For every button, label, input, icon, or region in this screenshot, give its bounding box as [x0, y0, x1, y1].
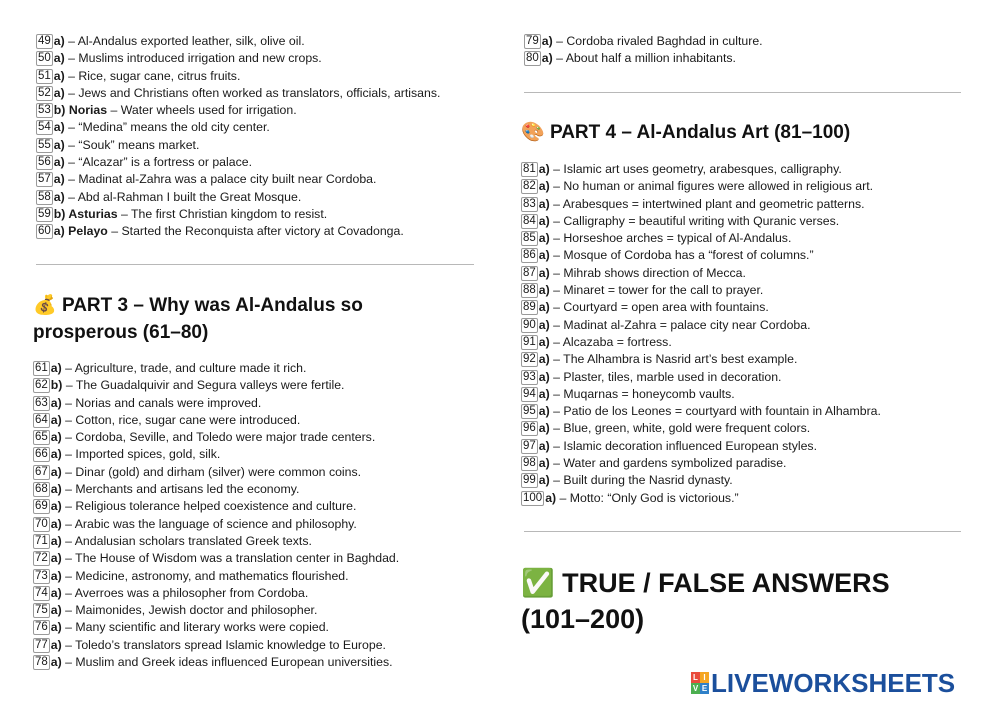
answer-text: – Motto: “Only God is victorious.”: [556, 490, 739, 505]
answer-choice: a): [538, 196, 550, 211]
question-number: 96: [523, 422, 536, 435]
answer-choice: a): [545, 490, 557, 505]
answer-text: – Abd al-Rahman I built the Great Mosque.: [64, 189, 302, 204]
answer-item: [33, 498, 399, 515]
answer-item: [521, 403, 881, 420]
question-number: 85: [523, 232, 536, 245]
answer-item: [521, 247, 881, 264]
question-number: 71: [35, 534, 48, 547]
answer-choice: b) Norias: [53, 103, 108, 118]
question-number: 58: [38, 190, 51, 203]
answer-choice: a): [538, 334, 550, 349]
answer-text: – Arabesques = intertwined plant and geometric patterns.: [549, 196, 865, 211]
answer-choice: a): [53, 137, 65, 152]
question-number: 62: [35, 379, 48, 392]
answer-choice: a): [50, 620, 62, 635]
answer-choice: a): [50, 533, 62, 548]
answer-text: – Medicine, astronomy, and mathematics flourished.: [61, 568, 349, 583]
answer-text: – Toledo’s translators spread Islamic knowledge to Europe.: [61, 637, 386, 652]
question-number: 77: [35, 638, 48, 651]
question-number: 90: [523, 318, 536, 331]
answer-choice: a): [538, 300, 550, 315]
question-number: 57: [38, 173, 51, 186]
question-number: 65: [35, 431, 48, 444]
answer-choice: a): [50, 637, 62, 652]
section-divider: [524, 92, 961, 93]
answer-item: [521, 178, 881, 195]
answer-item: [36, 206, 440, 223]
answer-text: – The Guadalquivir and Segura valleys were fertile.: [62, 378, 345, 393]
answer-item: [521, 369, 881, 386]
answer-text: – Water wheels used for irrigation.: [107, 103, 297, 118]
answer-choice: a) Pelayo: [53, 224, 108, 239]
question-number: 76: [35, 621, 48, 634]
answer-choice: a): [50, 430, 62, 445]
answer-text: – Madinat al-Zahra = palace city near Cordoba.: [549, 317, 811, 332]
answer-item: [521, 420, 881, 437]
answer-item: [521, 265, 881, 282]
answer-list-61-78: [33, 360, 399, 671]
answer-choice: a): [50, 516, 62, 531]
answer-choice: a): [50, 655, 62, 670]
answer-text: – Averroes was a philosopher from Cordoba.: [61, 585, 309, 600]
answer-item: [521, 490, 881, 507]
question-number: 67: [35, 465, 48, 478]
answer-item: [521, 213, 881, 230]
answer-text: – Jews and Christians often worked as translators, officials, artisans.: [64, 85, 441, 100]
logo-mark-cell: E: [701, 684, 708, 693]
answer-text: – Muslim and Greek ideas influenced European universities.: [61, 655, 393, 670]
question-number: 80: [526, 52, 539, 65]
question-number: 83: [523, 197, 536, 210]
answer-item: [33, 516, 399, 533]
answer-choice: a): [538, 248, 550, 263]
answer-text: – Patio de los Leones = courtyard with fountain in Alhambra.: [549, 404, 881, 419]
question-number: 66: [35, 448, 48, 461]
answer-list-81-100: [521, 161, 881, 507]
answer-item: [33, 533, 399, 550]
answer-choice: a): [53, 68, 65, 83]
answer-choice: a): [50, 361, 62, 375]
answer-choice: a): [538, 369, 550, 384]
answer-choice: a): [538, 213, 550, 228]
answer-list-79-80: [524, 33, 763, 68]
answer-item: [36, 50, 440, 67]
answer-text: – Horseshoe arches = typical of Al-Andalus.: [549, 231, 792, 246]
question-number: 63: [35, 396, 48, 409]
answer-text: – Mosque of Cordoba has a “forest of columns.”: [549, 248, 814, 263]
answer-text: – Islamic decoration influenced European styles.: [549, 438, 817, 453]
liveworksheets-wordmark: LIVEWORKSHEETS: [711, 667, 956, 698]
answer-choice: a): [50, 603, 62, 618]
question-number: 56: [38, 156, 51, 169]
question-number: 95: [523, 405, 536, 418]
answer-text: – No human or animal figures were allowed in religious art.: [549, 179, 874, 194]
answer-item: [36, 85, 440, 102]
logo-mark-cell: V: [692, 684, 699, 693]
question-number: 93: [523, 370, 536, 383]
answer-choice: a): [50, 499, 62, 514]
answer-text: – Imported spices, gold, silk.: [61, 447, 221, 462]
question-number: 61: [35, 362, 48, 374]
answer-text: – “Alcazar” is a fortress or palace.: [64, 155, 252, 170]
question-number: 59: [38, 207, 51, 220]
part3-heading: [33, 292, 473, 346]
answer-choice: b) Asturias: [53, 206, 118, 221]
answer-choice: a): [50, 568, 62, 583]
money-bag-icon: 💰: [33, 295, 57, 316]
answer-item: [36, 137, 440, 154]
question-number: 89: [523, 301, 536, 314]
answer-choice: a): [53, 85, 65, 100]
question-number: 51: [38, 69, 51, 82]
answer-item: [36, 102, 440, 119]
answer-item: [33, 481, 399, 498]
answer-text: – Muslims introduced irrigation and new crops.: [64, 51, 322, 66]
answer-item: [524, 33, 763, 50]
question-number: 75: [35, 604, 48, 617]
question-number: 53: [38, 104, 51, 117]
question-number: 99: [523, 474, 536, 487]
answer-choice: a): [538, 317, 550, 332]
answer-choice: a): [53, 189, 65, 204]
answer-choice: a): [538, 404, 550, 419]
palette-icon: 🎨: [521, 122, 545, 143]
question-number: 91: [523, 335, 536, 348]
part3-title-line2: prosperous (61–80): [33, 322, 209, 343]
answer-text: – Maimonides, Jewish doctor and philosopher.: [61, 603, 318, 618]
answer-text: – Muqarnas = honeycomb vaults.: [549, 386, 735, 401]
answer-item: [36, 68, 440, 85]
answer-text: – Madinat al-Zahra was a palace city built near Cordoba.: [64, 172, 377, 187]
answer-text: – Plaster, tiles, marble used in decoration.: [549, 369, 782, 384]
question-number: 74: [35, 586, 48, 599]
answer-text: – Minaret = tower for the call to prayer.: [549, 283, 764, 298]
question-number: 72: [35, 552, 48, 565]
answer-text: – Cotton, rice, sugar cane were introduced.: [61, 412, 301, 427]
question-number: 70: [35, 517, 48, 530]
answer-choice: a): [50, 585, 62, 600]
part4-title: PART 4 – Al-Andalus Art (81–100): [549, 122, 851, 143]
answer-choice: a): [53, 155, 65, 170]
answer-item: [33, 446, 399, 463]
answer-text: – Islamic art uses geometry, arabesques, calligraphy.: [549, 162, 842, 176]
answer-choice: a): [50, 551, 62, 566]
question-number: 86: [523, 249, 536, 262]
answer-choice: a): [538, 421, 550, 436]
answer-item: [521, 230, 881, 247]
question-number: 97: [523, 439, 536, 452]
answer-item: [36, 223, 440, 240]
answer-choice: a): [538, 456, 550, 471]
answer-text: – Rice, sugar cane, citrus fruits.: [64, 68, 241, 83]
question-number: 69: [35, 500, 48, 513]
answer-item: [33, 637, 399, 654]
answer-item: [521, 386, 881, 403]
answer-item: [521, 161, 881, 178]
answer-item: [33, 360, 399, 377]
answer-text: – Built during the Nasrid dynasty.: [549, 473, 733, 488]
answer-text: – Norias and canals were improved.: [61, 395, 262, 410]
answer-choice: a): [53, 172, 65, 187]
question-number: 52: [38, 86, 51, 99]
answer-item: [33, 654, 399, 671]
answer-text: – Agriculture, trade, and culture made it rich.: [61, 361, 307, 375]
logo-mark-cell: L: [691, 672, 700, 683]
answer-item: [521, 196, 881, 213]
question-number: 78: [35, 656, 48, 669]
answer-item: [524, 50, 763, 67]
answer-text: – Arabic was the language of science and philosophy.: [61, 516, 357, 531]
answer-item: [33, 464, 399, 481]
question-number: 68: [35, 483, 48, 496]
answer-item: [521, 299, 881, 316]
answer-choice: a): [50, 482, 62, 497]
answer-choice: b): [50, 378, 63, 393]
answer-item: [33, 619, 399, 636]
answer-choice: a): [538, 386, 550, 401]
question-number: 100: [523, 491, 543, 504]
answer-item: [36, 33, 440, 50]
answer-item: [36, 189, 440, 206]
question-number: 84: [523, 214, 536, 227]
question-number: 92: [523, 353, 536, 366]
answer-item: [33, 602, 399, 619]
answer-choice: a): [538, 162, 550, 176]
logo-mark-cell: I: [700, 672, 709, 683]
question-number: 55: [38, 138, 51, 151]
answer-choice: a): [538, 473, 550, 488]
answer-choice: a): [538, 352, 550, 367]
answer-text: – Alcazaba = fortress.: [549, 334, 672, 349]
answer-text: – Many scientific and literary works were copied.: [61, 620, 329, 635]
liveworksheets-mark-icon: [691, 672, 709, 694]
answer-text: – The Alhambra is Nasrid art’s best example.: [549, 352, 798, 367]
question-number: 73: [35, 569, 48, 582]
answer-text: – Cordoba, Seville, and Toledo were major trade centers.: [61, 430, 376, 445]
question-number: 98: [523, 457, 536, 470]
question-number: 79: [526, 35, 539, 47]
section-divider: [36, 264, 474, 265]
answer-text: – Merchants and artisans led the economy.: [61, 482, 300, 497]
answer-choice: a): [53, 51, 65, 66]
true-false-heading: [521, 565, 981, 637]
answer-item: [521, 455, 881, 472]
answer-text: – “Medina” means the old city center.: [64, 120, 270, 135]
true-false-title-line2: (101–200): [521, 604, 645, 634]
answer-item: [33, 568, 399, 585]
answer-item: [33, 395, 399, 412]
answer-item: [33, 377, 399, 394]
question-number: 87: [523, 266, 536, 279]
question-number: 50: [38, 52, 51, 65]
answer-text: – Mihrab shows direction of Mecca.: [549, 265, 746, 280]
answer-choice: a): [538, 438, 550, 453]
answer-item: [521, 282, 881, 299]
answer-text: – Dinar (gold) and dirham (silver) were common coins.: [61, 464, 362, 479]
answer-item: [33, 550, 399, 567]
answer-text: – Religious tolerance helped coexistence and culture.: [61, 499, 357, 514]
answer-text: – The first Christian kingdom to resist.: [117, 206, 328, 221]
question-number: 82: [523, 180, 536, 193]
answer-item: [36, 154, 440, 171]
liveworksheets-logo[interactable]: [691, 668, 955, 698]
part4-heading: [521, 119, 961, 146]
answer-choice: a): [53, 34, 65, 48]
answer-text: – Courtyard = open area with fountains.: [549, 300, 769, 315]
answer-item: [33, 412, 399, 429]
question-number: 49: [38, 35, 51, 47]
answer-choice: a): [538, 265, 550, 280]
answer-item: [33, 585, 399, 602]
answer-text: – The House of Wisdom was a translation center in Baghdad.: [61, 551, 400, 566]
answer-text: – Calligraphy = beautiful writing with Quranic verses.: [549, 213, 840, 228]
question-number: 60: [38, 225, 51, 238]
answer-item: [36, 171, 440, 188]
answer-choice: a): [538, 179, 550, 194]
answer-item: [36, 119, 440, 136]
answer-text: – About half a million inhabitants.: [552, 51, 736, 66]
check-mark-icon: ✅: [521, 568, 555, 598]
question-number: 88: [523, 284, 536, 297]
answer-choice: a): [538, 231, 550, 246]
answer-choice: a): [50, 464, 62, 479]
question-number: 81: [523, 163, 536, 175]
answer-choice: a): [50, 447, 62, 462]
answer-text: – “Souk” means market.: [64, 137, 200, 152]
answer-choice: a): [541, 51, 553, 66]
answer-list-49-60: [36, 33, 440, 241]
question-number: 64: [35, 413, 48, 426]
answer-text: – Cordoba rivaled Baghdad in culture.: [552, 34, 763, 48]
answer-choice: a): [50, 412, 62, 427]
answer-item: [521, 334, 881, 351]
answer-choice: a): [50, 395, 62, 410]
answer-text: – Started the Reconquista after victory at Covadonga.: [107, 224, 404, 239]
question-number: 94: [523, 387, 536, 400]
answer-item: [33, 429, 399, 446]
answer-item: [521, 472, 881, 489]
answer-choice: a): [53, 120, 65, 135]
question-number: 54: [38, 121, 51, 134]
section-divider: [524, 531, 961, 532]
true-false-title-line1: TRUE / FALSE ANSWERS: [562, 568, 890, 598]
answer-choice: a): [538, 283, 550, 298]
answer-text: – Al-Andalus exported leather, silk, olive oil.: [64, 34, 305, 48]
answer-item: [521, 438, 881, 455]
answer-item: [521, 351, 881, 368]
answer-text: – Blue, green, white, gold were frequent colors.: [549, 421, 811, 436]
answer-text: – Andalusian scholars translated Greek texts.: [61, 533, 312, 548]
part3-title-line1: PART 3 – Why was Al-Andalus so: [61, 295, 363, 316]
answer-choice: a): [541, 34, 553, 48]
answer-item: [521, 317, 881, 334]
answer-text: – Water and gardens symbolized paradise.: [549, 456, 787, 471]
